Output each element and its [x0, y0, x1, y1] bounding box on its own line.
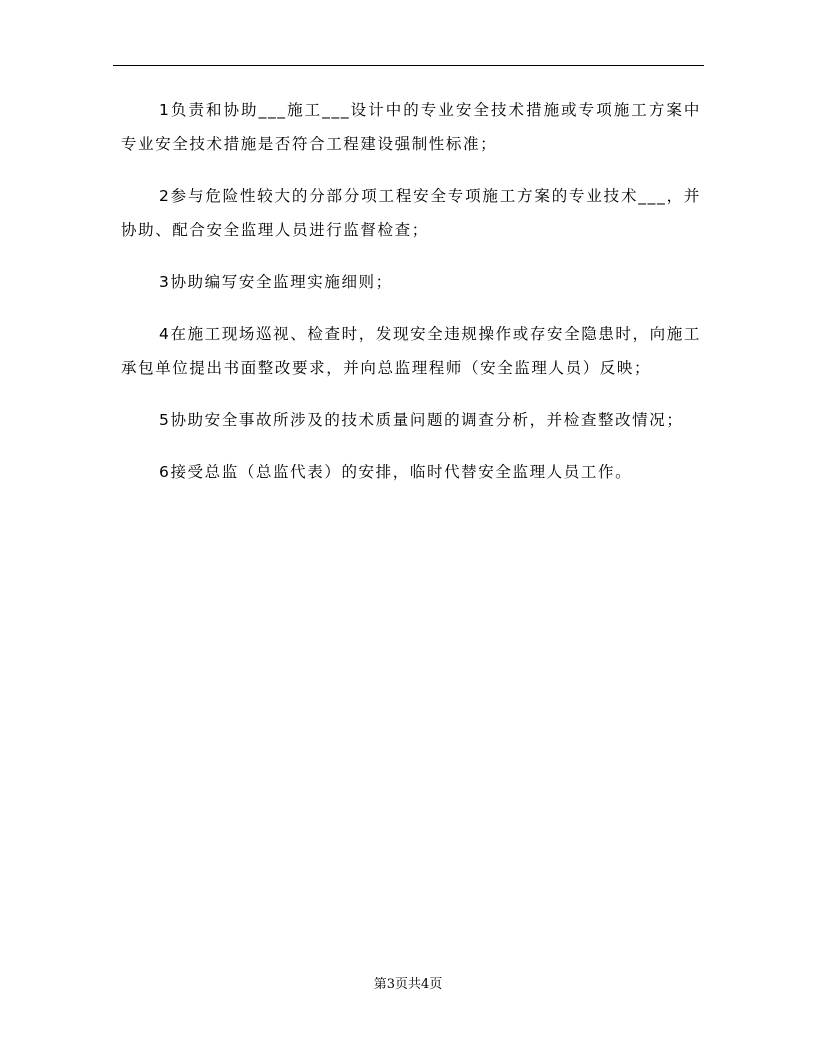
paragraph-2: 2参与危险性较大的分部分项工程安全专项施工方案的专业技术___，并协助、配合安全监理人员进行监督检查；	[121, 187, 701, 239]
paragraph-5: 5协助安全事故所涉及的技术质量问题的调查分析，并检查整改情况；	[159, 411, 684, 429]
paragraph-4: 4在施工现场巡视、检查时，发现安全违规操作或存安全隐患时，向施工承包单位提出书面整改要求，并向总监理程师（安全监理人员）反映；	[121, 325, 701, 377]
paragraph-3: 3协助编写安全监理实施细则；	[159, 273, 393, 291]
header-divider	[113, 65, 704, 66]
paragraph-6: 6接受总监（总监代表）的安排，临时代替安全监理人员工作。	[159, 463, 633, 481]
document-body	[121, 93, 701, 507]
paragraph-1: 1负责和协助___施工___设计中的专业安全技术措施或专项施工方案中专业安全技术措施是否符合工程建设强制性标准；	[121, 101, 701, 153]
page-number-footer: 第3页共4页	[373, 977, 443, 992]
